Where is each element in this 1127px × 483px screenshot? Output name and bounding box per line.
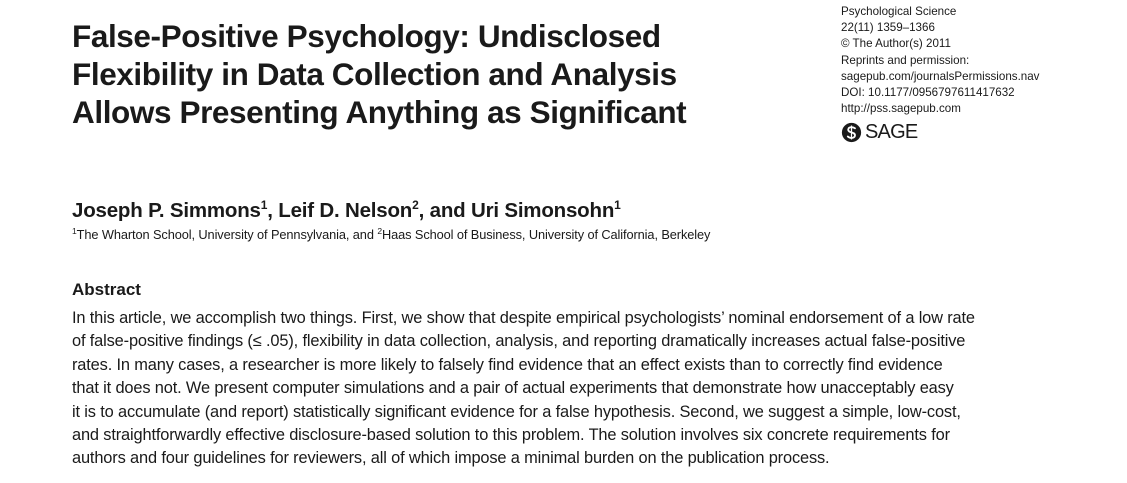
sage-logo — [841, 121, 917, 143]
journal-url[interactable]: http://pss.sagepub.com — [841, 102, 961, 116]
abstract-line: and straightforwardly effective disclosure-based solution to this problem. The solution involves six concrete requirements for — [72, 426, 950, 445]
journal-name: Psychological Science — [841, 5, 957, 18]
sage-s-icon — [841, 122, 862, 143]
title-line: Allows Presenting Anything as Significant — [72, 94, 687, 130]
author-affiliation-mark: 1 — [614, 198, 621, 212]
author-affiliation-mark: 2 — [412, 198, 419, 212]
author-name: Uri Simonsohn — [470, 199, 615, 222]
abstract-line: that it does not. We present computer simulations and a pair of actual experiments that demonstrate how unacceptably easy — [72, 379, 954, 398]
affiliation-mark: 2 — [377, 226, 382, 236]
paper-title — [72, 17, 812, 131]
reprints-label: Reprints and permission: — [841, 53, 970, 67]
sage-wordmark: SAGE — [865, 121, 918, 143]
title-line: False-Positive Psychology: Undisclosed — [72, 18, 661, 54]
author-list — [72, 198, 621, 224]
title-line: Flexibility in Data Collection and Analysis — [72, 56, 677, 92]
doi[interactable]: DOI: 10.1177/0956797611417632 — [841, 86, 1015, 100]
abstract-line: rates. In many cases, a researcher is more likely to falsely find evidence that an effect exists than to correctly find evidence — [72, 355, 943, 374]
author-affiliation-mark: 1 — [260, 198, 268, 212]
affiliation-mark: 1 — [72, 226, 77, 236]
author-separator: , — [267, 199, 279, 222]
journal-meta — [841, 4, 1111, 117]
abstract-body — [72, 307, 1057, 471]
abstract-line: In this article, we accomplish two things. First, we show that despite empirical psychologists’ nominal endorsement of a low rate — [72, 309, 975, 327]
abstract-line: authors and four guidelines for reviewers, all of which impose a minimal burden on the publication process. — [72, 449, 830, 468]
copyright-notice: © The Author(s) 2011 — [841, 37, 951, 51]
abstract-heading: Abstract — [72, 280, 141, 299]
journal-volume-pages: 22(11) 1359–1366 — [841, 21, 935, 35]
abstract-line: of false-positive findings (≤ .05), flexibility in data collection, analysis, and reporting dramatically increases actual false-positive — [72, 332, 966, 351]
affiliation-text: The Wharton School, University of Pennsylvania, and — [76, 227, 378, 242]
author-name: Leif D. Nelson — [278, 199, 413, 222]
permissions-link[interactable]: sagepub.com/journalsPermissions.nav — [841, 69, 1040, 83]
author-separator: , and — [418, 199, 471, 222]
affiliations — [72, 226, 710, 244]
abstract-line: it is to accumulate (and report) statistically significant evidence for a false hypothesis. Second, we suggest a simple, low-cost, — [72, 402, 961, 421]
affiliation-text: Haas School of Business, University of California, Berkeley — [381, 227, 711, 242]
author-name: Joseph P. Simmons — [72, 199, 261, 222]
